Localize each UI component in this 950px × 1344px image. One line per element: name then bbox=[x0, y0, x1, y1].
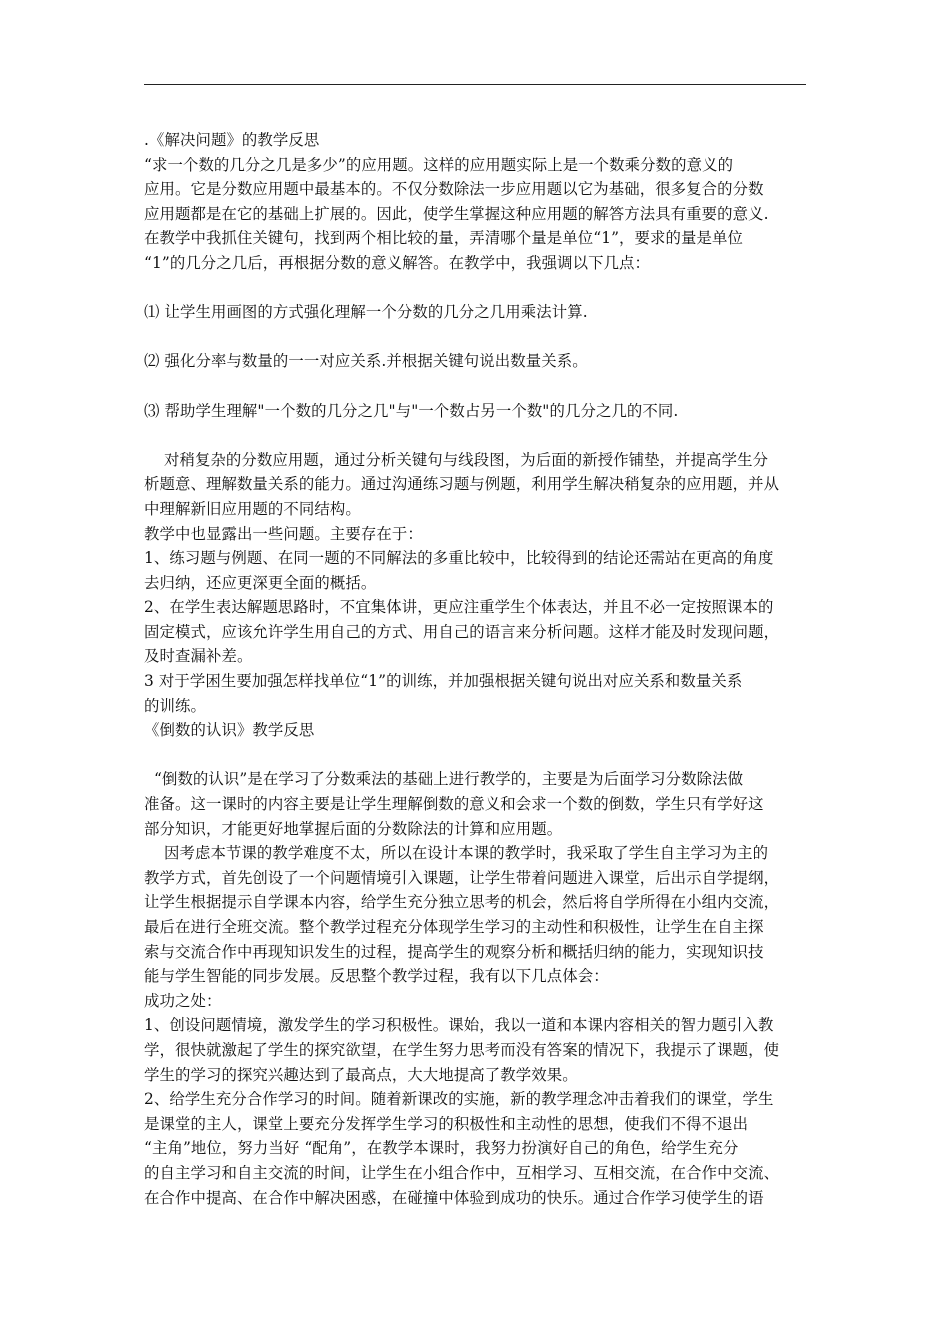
paragraph-line: 在合作中提高、在合作中解决困惑，在碰撞中体验到成功的快乐。通过合作学习使学生的语 bbox=[144, 1188, 764, 1207]
blank-line bbox=[144, 276, 816, 301]
blank-line bbox=[144, 423, 816, 448]
list-item: 1、练习题与例题、在同一题的不同解法的多重比较中，比较得到的结论还需站在更高的角度 bbox=[144, 549, 774, 568]
paragraph-line: 固定模式，应该允许学生用自己的方式、用自己的语言来分析问题。这样才能及时发现问题， bbox=[144, 622, 780, 641]
list-item: 1、创设问题情境，激发学生的学习积极性。课始，我以一道和本课内容相关的智力题引入教 bbox=[144, 1016, 774, 1035]
paragraph-line: 是课堂的主人，课堂上要充分发挥学生学习的积极性和主动性的思想，使我们不得不退出 bbox=[144, 1114, 749, 1133]
paragraph-line: 教学中也显露出一些问题。主要存在于： bbox=[144, 524, 423, 543]
list-item: ⑵ 强化分率与数量的一一对应关系.并根据关键句说出数量关系。 bbox=[144, 352, 588, 371]
paragraph-line: 因考虑本节课的教学难度不太，所以在设计本课的教学时，我采取了学生自主学习为主的 bbox=[144, 844, 769, 863]
list-item: 2、给学生充分合作学习的时间。随着新课改的实施，新的教学理念冲击着我们的课堂，学生 bbox=[144, 1090, 774, 1109]
paragraph-line: 最后在进行全班交流。整个教学过程充分体现学生学习的主动性和积极性，让学生在自主探 bbox=[144, 918, 764, 936]
paragraph-line: 在教学中我抓住关键句，找到两个相比较的量，弄清哪个量是单位“1”，要求的量是单位 bbox=[144, 229, 743, 248]
paragraph-line: 及时查漏补差。 bbox=[144, 647, 253, 666]
paragraph-line: “倒数的认识”是在学习了分数乘法的基础上进行教学的，主要是为后面学习分数除法做 bbox=[144, 770, 744, 789]
paragraph-line: 对稍复杂的分数应用题，通过分析关键句与线段图，为后面的新授作铺垫，并提高学生分 bbox=[144, 450, 769, 469]
header-rule bbox=[144, 84, 806, 85]
list-item: ⑶ 帮助学生理解"一个数的几分之几"与"一个数占另一个数"的几分之几的不同. bbox=[144, 401, 679, 420]
paragraph-line: 应用。它是分数应用题中最基本的。不仅分数除法一步应用题以它为基础，很多复合的分数 bbox=[144, 180, 764, 199]
paragraph-line: 成功之处： bbox=[144, 991, 222, 1010]
paragraph-line: 教学方式，首先创设了一个问题情境引入课题，让学生带着问题进入课堂，后出示自学提纲， bbox=[144, 868, 780, 887]
paragraph-line: 部分知识，才能更好地掌握后面的分数除法的计算和应用题。 bbox=[144, 819, 563, 838]
paragraph-line: 能与学生智能的同步发展。反思整个教学过程，我有以下几点体会： bbox=[144, 967, 609, 986]
paragraph-line: 析题意、理解数量关系的能力。通过沟通练习题与例题，利用学生解决稍复杂的应用题，并从 bbox=[144, 475, 780, 494]
blank-line bbox=[144, 743, 816, 768]
paragraph-line: “求一个数的几分之几是多少”的应用题。这样的应用题实际上是一个数乘分数的意义的 bbox=[144, 155, 734, 174]
list-item: 3 对于学困生要加强怎样找单位“1”的训练，并加强根据关键句说出对应关系和数量关系 bbox=[144, 672, 743, 691]
section-title: 《倒数的认识》教学反思 bbox=[144, 721, 315, 740]
paragraph-line: “1”的几分之几后，再根据分数的意义解答。在教学中，我强调以下几点： bbox=[144, 253, 651, 272]
paragraph-line: 的自主学习和自主交流的时间，让学生在小组合作中，互相学习、互相交流，在合作中交流、 bbox=[144, 1163, 780, 1182]
paragraph-line: 应用题都是在它的基础上扩展的。因此，使学生掌握这种应用题的解答方法具有重要的意义. bbox=[144, 204, 769, 223]
list-item: 2、在学生表达解题思路时，不宜集体讲，更应注重学生个体表达，并且不必一定按照课本的 bbox=[144, 598, 774, 617]
paragraph-line: 中理解新旧应用题的不同结构。 bbox=[144, 499, 361, 518]
list-item: ⑴ 让学生用画图的方式强化理解一个分数的几分之几用乘法计算. bbox=[144, 303, 588, 322]
paragraph-line: 准备。这一课时的内容主要是让学生理解倒数的意义和会求一个数的倒数，学生只有学好这 bbox=[144, 795, 764, 814]
paragraph-line: 去归纳，还应更深更全面的概括。 bbox=[144, 573, 377, 592]
blank-line bbox=[144, 374, 816, 399]
paragraph-line: 索与交流合作中再现知识发生的过程，提高学生的观察分析和概括归纳的能力，实现知识技 bbox=[144, 942, 764, 961]
document-body bbox=[144, 128, 816, 1210]
paragraph-line: 学生的学习的探究兴趣达到了最高点，大大地提高了教学效果。 bbox=[144, 1065, 578, 1084]
section-title: .《解决问题》的教学反思 bbox=[144, 131, 320, 149]
paragraph-line: 学，很快就激起了学生的探究欲望，在学生努力思考而没有答案的情况下，我提示了课题，使 bbox=[144, 1040, 780, 1059]
blank-line bbox=[144, 325, 816, 350]
paragraph-line: 让学生根据提示自学课本内容，给学生充分独立思考的机会，然后将自学所得在小组内交流， bbox=[144, 893, 780, 912]
paragraph-line: “主角”地位，努力当好 “配角”，在教学本课时，我努力扮演好自己的角色，给学生充分 bbox=[144, 1139, 739, 1158]
paragraph-line: 的训练。 bbox=[144, 696, 206, 715]
